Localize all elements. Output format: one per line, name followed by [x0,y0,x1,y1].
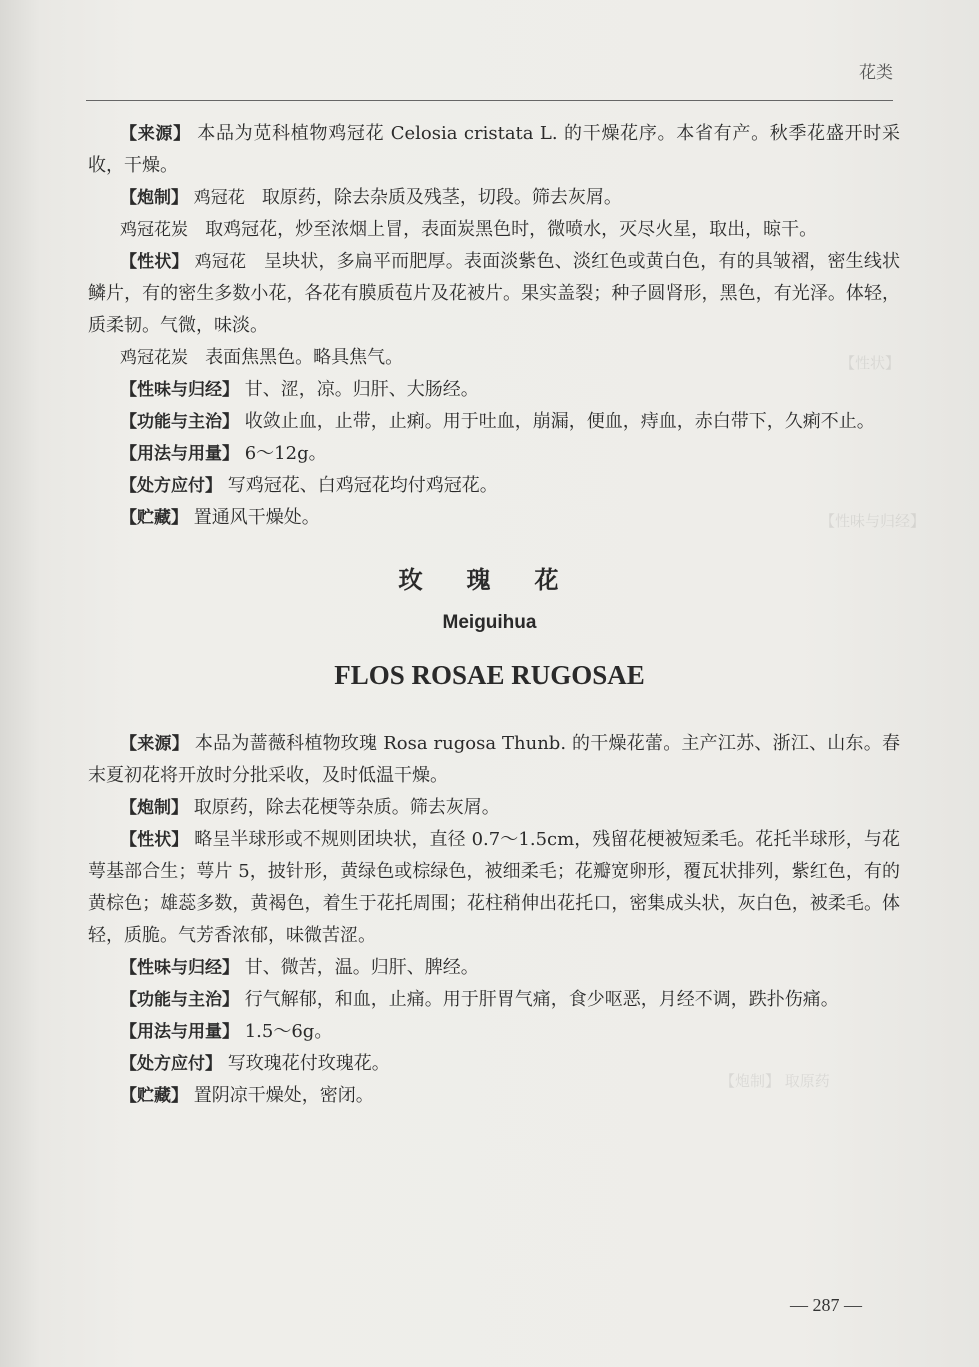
processing-text: 取原药，除去花梗等杂质。筛去灰屑。 [193,797,500,818]
dosage-label: 【用法与用量】 [120,444,239,464]
bleed-through-text: 【性味与归经】 [820,512,926,530]
processing-label: 【炮制】 [120,798,188,818]
processing-paragraph [88,792,900,824]
page-number: — 287 — [790,1295,862,1315]
function-paragraph [88,984,900,1016]
source-label: 【来源】 [120,124,191,144]
function-text: 行气解郁，和血，止痛。用于肝胃气痛，食少呕恶，月经不调，跌扑伤痛。 [244,989,839,1010]
dosage-text: 6～12g。 [244,443,327,464]
prescription-paragraph [88,470,900,502]
character-paragraph [88,246,900,342]
nature-paragraph [88,374,900,406]
dosage-text: 1.5～6g。 [244,1021,333,1042]
nature-paragraph [88,952,900,984]
processing-text: 取原药，除去杂质及残茎，切段。筛去灰屑。 [261,187,622,208]
source-label: 【来源】 [120,734,189,754]
character-paragraph [88,824,900,952]
processing-paragraph [88,182,900,214]
entry-title-latin: FLOS ROSAE RUGOSAE [334,660,645,690]
storage-text: 置阴凉干燥处，密闭。 [193,1085,374,1106]
header-section-title: 花类 [859,63,893,83]
prescription-label: 【处方应付】 [120,476,222,496]
character-label: 【性状】 [120,830,189,850]
nature-label: 【性味与归经】 [120,380,239,400]
source-paragraph [88,728,900,792]
nature-text: 甘、微苦，温。归肝、脾经。 [244,957,479,978]
processing-label: 【炮制】 [120,188,188,208]
function-label: 【功能与主治】 [120,412,239,432]
character-label: 【性状】 [120,252,189,272]
storage-text: 置通风干燥处。 [193,507,320,528]
source-text: 本品为蔷薇科植物玫瑰 Rosa rugosa Thunb. 的干燥花蕾。主产江苏、浙江、山东。春末夏初花将开放时分批采收，及时低温干燥。 [88,733,901,786]
nature-label: 【性味与归经】 [120,958,239,978]
source-text: 本品为苋科植物鸡冠花 Celosia cristata L. 的干燥花序。本省有产。秋季花盛开时采收，干燥。 [88,123,901,176]
dosage-paragraph [88,1016,900,1048]
nature-text: 甘、涩，凉。归肝、大肠经。 [244,379,479,400]
storage-label: 【贮藏】 [120,508,188,528]
processing-charcoal-paragraph [88,214,900,246]
character-text: 呈块状，多扁平而肥厚。表面淡紫色、淡红色或黄白色，有的具皱褶，密生线状鳞片，有的密生多数小花，各花有膜质苞片及花被片。果实盖裂；种子圆肾形，黑色，有光泽。体轻，质柔韧。气微，味淡。 [88,251,901,336]
prescription-paragraph [88,1048,900,1080]
entry-celosia [88,118,900,534]
character-charcoal-subtitle: 鸡冠花炭 [120,348,188,368]
storage-label: 【贮藏】 [120,1086,188,1106]
prescription-text: 写鸡冠花、白鸡冠花均付鸡冠花。 [227,475,498,496]
storage-paragraph [88,502,900,534]
bleed-through-text: 【性状】 [840,354,901,372]
header-rule [86,100,893,101]
bleed-through-text: 【炮制】 取原药 [720,1072,830,1090]
source-paragraph [88,118,900,182]
prescription-text: 写玫瑰花付玫瑰花。 [227,1053,390,1074]
entry-rose [88,728,900,1112]
prescription-label: 【处方应付】 [120,1054,222,1074]
function-label: 【功能与主治】 [120,990,239,1010]
processing-charcoal-subtitle: 鸡冠花炭 [120,220,188,240]
processing-charcoal-text: 取鸡冠花，炒至浓烟上冒，表面炭黑色时，微喷水，灭尽火星，取出，晾干。 [205,219,818,240]
function-paragraph [88,406,900,438]
character-charcoal-paragraph [88,342,900,374]
character-subtitle: 鸡冠花 [194,252,247,272]
entry-title-chinese: 玫瑰花 [398,566,603,594]
processing-subtitle: 鸡冠花 [193,188,245,208]
dosage-paragraph [88,438,900,470]
storage-paragraph [88,1080,900,1112]
function-text: 收敛止血，止带，止痢。用于吐血，崩漏，便血，痔血，赤白带下，久痢不止。 [244,411,875,432]
dosage-label: 【用法与用量】 [120,1022,239,1042]
character-text: 略呈半球形或不规则团块状，直径 0.7～1.5cm，残留花梗被短柔毛。花托半球形，与花萼基部合生；萼片 5，披针形，黄绿色或棕绿色，被细柔毛；花瓣宽卵形，覆瓦状排列，紫红色，有的黄棕色；雄蕊多数，黄褐色，着生于花托周围；花柱稍伸出花托口，密集成头状，灰白色，被柔毛。体轻，质脆。气芳香浓郁，味微苦涩。 [88,829,900,946]
entry-title-pinyin: Meiguihua [442,612,537,633]
character-charcoal-text: 表面焦黑色。略具焦气。 [205,347,404,368]
